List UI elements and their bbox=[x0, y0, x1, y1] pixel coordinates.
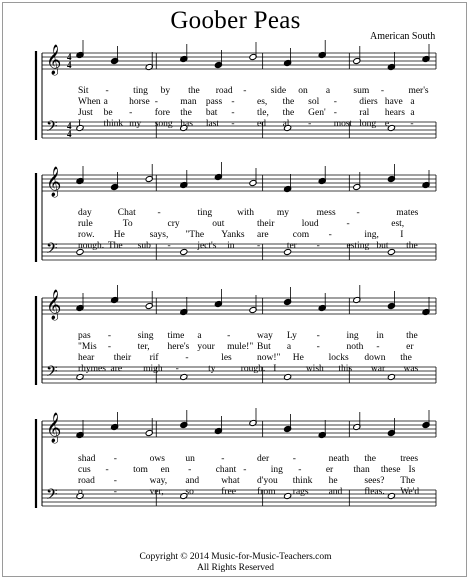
lyric-syllable: - bbox=[113, 487, 117, 497]
lyric-syllable: un bbox=[185, 454, 195, 464]
lyric-syllable: trees bbox=[400, 454, 419, 464]
lyric-syllable: les bbox=[221, 353, 232, 363]
lyric-syllable: - bbox=[154, 97, 158, 107]
lyric-syllable: road bbox=[78, 476, 95, 486]
bass-note bbox=[387, 492, 395, 499]
lyric-syllable: day bbox=[78, 208, 92, 218]
lyric-syllable: so bbox=[185, 487, 194, 497]
lyric-syllable: - bbox=[185, 353, 189, 363]
lyric-syllable: - bbox=[157, 208, 161, 218]
lyric-syllable: ing bbox=[346, 331, 359, 341]
lyric-syllable: - bbox=[167, 241, 171, 251]
lyric-syllable: hear bbox=[78, 353, 95, 363]
lyric-syllable: mess bbox=[316, 208, 336, 218]
lyric-syllable: - bbox=[333, 97, 337, 107]
lyric-syllable: ting bbox=[197, 208, 213, 218]
bass-note bbox=[180, 373, 188, 380]
lyric-syllable: what bbox=[221, 476, 240, 486]
lyric-syllable: tle, bbox=[257, 108, 269, 118]
lyric-syllable: - bbox=[328, 230, 332, 240]
lyric-syllable: long bbox=[359, 119, 377, 129]
lyric-syllable: the bbox=[180, 108, 192, 118]
lyric-syllable: row. bbox=[78, 230, 95, 240]
lyric-syllable: ter bbox=[286, 241, 297, 251]
lyric-syllable: are bbox=[110, 364, 123, 374]
lyric-syllable: loud bbox=[301, 219, 319, 229]
lyric-syllable: he bbox=[328, 476, 338, 486]
bass-note bbox=[180, 248, 188, 255]
lyric-syllable: in bbox=[227, 241, 235, 251]
lyric-syllable: ter, bbox=[137, 342, 150, 352]
lyric-syllable: o bbox=[78, 487, 83, 497]
lyric-syllable: ty bbox=[208, 364, 216, 374]
time-signature-top: 4 bbox=[67, 121, 72, 131]
lyric-syllable: my bbox=[129, 119, 142, 129]
copyright-footer bbox=[0, 552, 471, 574]
bass-note bbox=[387, 373, 395, 380]
lyric-syllable: think bbox=[292, 476, 313, 486]
lyric-syllable: wish bbox=[305, 364, 324, 374]
bass-clef-icon: 𝄢 bbox=[46, 363, 58, 384]
lyric-syllable: sees? bbox=[364, 476, 385, 486]
lyric-syllable: - bbox=[107, 331, 111, 341]
lyric-syllable: - bbox=[333, 108, 337, 118]
lyric-syllable: have bbox=[384, 97, 403, 107]
bass-clef-icon: 𝄢 bbox=[46, 240, 58, 261]
bass-note bbox=[284, 373, 292, 380]
lyric-syllable: The bbox=[400, 476, 415, 486]
lyric-syllable: He bbox=[113, 230, 125, 240]
lyric-syllable: ver, bbox=[149, 487, 164, 497]
lyric-syllable: Gen' bbox=[308, 108, 326, 118]
lyric-syllable: this bbox=[338, 364, 353, 374]
lyric-syllable: the bbox=[406, 241, 418, 251]
bass-note bbox=[284, 492, 292, 499]
lyric-syllable: free bbox=[221, 487, 236, 497]
lyric-syllable: er bbox=[325, 465, 334, 475]
lyric-syllable: a bbox=[197, 331, 202, 341]
lyric-syllable: in bbox=[376, 331, 384, 341]
lyric-syllable: ral bbox=[359, 108, 370, 118]
lyric-syllable: - bbox=[257, 241, 261, 251]
lyric-syllable: We'd bbox=[400, 487, 420, 497]
lyric-syllable: - bbox=[231, 108, 235, 118]
lyric-syllable: and bbox=[185, 476, 200, 486]
lyric-syllable: but bbox=[376, 241, 389, 251]
lyric-syllable: way, bbox=[149, 476, 168, 486]
bass-note bbox=[387, 248, 395, 255]
lyric-syllable: d'you bbox=[257, 476, 278, 486]
lyric-syllable: these bbox=[380, 465, 401, 475]
lyric-syllable: from bbox=[257, 487, 276, 497]
lyric-syllable: - bbox=[113, 454, 117, 464]
lyric-syllable: was bbox=[403, 364, 419, 374]
lyric-syllable: side bbox=[270, 86, 287, 96]
lyric-syllable: - bbox=[356, 208, 360, 218]
lyric-syllable: the bbox=[282, 97, 295, 107]
lyric-syllable: es, bbox=[257, 97, 268, 107]
lyric-syllable: way bbox=[257, 331, 273, 341]
lyric-syllable: migh bbox=[143, 364, 163, 374]
copyright-line: Copyright © 2014 Music-for-Music-Teachers.com bbox=[139, 552, 332, 562]
lyric-syllable: road bbox=[215, 86, 233, 96]
lyric-syllable: my bbox=[276, 208, 290, 218]
lyric-syllable: To bbox=[122, 219, 133, 229]
lyric-syllable: - bbox=[105, 465, 109, 475]
lyric-syllable: their bbox=[257, 219, 275, 229]
lyric-syllable: The bbox=[107, 241, 123, 251]
lyric-syllable: be bbox=[103, 108, 113, 118]
lyric-syllable: on bbox=[298, 86, 308, 96]
lyric-syllable: But bbox=[257, 342, 271, 352]
lyric-syllable: the bbox=[282, 108, 295, 118]
lyric-syllable: a bbox=[325, 86, 331, 96]
lyric-syllable: by bbox=[160, 86, 171, 96]
lyric-syllable: - bbox=[316, 342, 320, 352]
bass-clef-icon: 𝄢 bbox=[46, 486, 58, 507]
lyric-syllable: - bbox=[243, 465, 247, 475]
lyric-syllable: a bbox=[410, 108, 415, 118]
lyric-syllable: mer's bbox=[408, 86, 429, 96]
lyric-syllable: e bbox=[384, 119, 390, 129]
lyric-syllable: - bbox=[107, 342, 111, 352]
lyric-syllable: a bbox=[286, 342, 292, 352]
lyric-syllable: sub bbox=[137, 241, 151, 251]
lyric-syllable: - bbox=[346, 219, 350, 229]
lyric-syllable: mates bbox=[396, 208, 419, 218]
bass-clef-icon: 𝄢 bbox=[46, 118, 58, 139]
lyric-syllable: tom bbox=[133, 465, 148, 475]
lyric-syllable: bat bbox=[205, 108, 218, 118]
treble-clef-icon: 𝄞 bbox=[46, 413, 62, 443]
lyric-syllable: rif bbox=[149, 353, 159, 363]
lyric-syllable: the bbox=[188, 86, 200, 96]
lyric-syllable: He bbox=[292, 353, 304, 363]
lyric-syllable: your bbox=[197, 342, 215, 352]
lyric-syllable: diers bbox=[359, 97, 378, 107]
lyric-syllable: rule bbox=[78, 219, 93, 229]
lyric-syllable: out bbox=[212, 219, 225, 229]
treble-clef-icon: 𝄞 bbox=[46, 290, 62, 320]
lyric-syllable: rags bbox=[292, 487, 309, 497]
lyric-syllable: shad bbox=[78, 454, 96, 464]
lyric-syllable: ing, bbox=[364, 230, 379, 240]
lyric-syllable: ed bbox=[257, 119, 266, 129]
lyric-syllable: esting bbox=[346, 241, 370, 251]
lyric-syllable: last bbox=[205, 119, 220, 129]
lyric-syllable: cus bbox=[78, 465, 91, 475]
lyric-syllable: al bbox=[282, 119, 290, 129]
lyric-syllable: I bbox=[273, 364, 277, 374]
lyric-syllable: - bbox=[129, 108, 133, 118]
lyric-syllable: nough. bbox=[78, 241, 105, 251]
lyric-syllable: here's bbox=[167, 342, 190, 352]
lyric-syllable: I bbox=[78, 119, 82, 129]
song-origin: American South bbox=[370, 31, 436, 42]
lyric-syllable: en bbox=[160, 465, 170, 475]
lyric-syllable: sol bbox=[308, 97, 320, 107]
lyric-syllable: sum bbox=[353, 86, 370, 96]
lyric-syllable: neath bbox=[328, 454, 350, 464]
lyric-syllable: rough. bbox=[240, 364, 266, 374]
lyric-syllable: - bbox=[243, 86, 247, 96]
lyric-syllable: pas bbox=[78, 331, 91, 341]
lyric-syllable: horse bbox=[129, 97, 150, 107]
lyric-syllable: When bbox=[78, 97, 101, 107]
lyric-syllable: ject's bbox=[197, 241, 217, 251]
lyric-syllable: their bbox=[113, 353, 132, 363]
lyric-syllable: think bbox=[103, 119, 124, 129]
lyric-syllable: - bbox=[231, 97, 235, 107]
lyric-syllable: Chat bbox=[117, 208, 136, 218]
lyric-syllable: est, bbox=[391, 219, 405, 229]
time-signature-top: 4 bbox=[67, 52, 72, 62]
lyric-syllable: with bbox=[237, 208, 254, 218]
lyric-syllable: - bbox=[231, 119, 235, 129]
lyric-syllable: "Mis bbox=[78, 342, 97, 352]
lyric-syllable: ting bbox=[133, 86, 148, 96]
time-signature-bottom: 4 bbox=[67, 60, 72, 70]
lyric-syllable: er bbox=[406, 342, 414, 352]
lyric-syllable: locks bbox=[328, 353, 349, 363]
lyric-syllable: the bbox=[400, 353, 412, 363]
lyric-syllable: a bbox=[103, 97, 108, 107]
lyric-syllable: - bbox=[316, 241, 320, 251]
treble-clef-icon: 𝄞 bbox=[46, 45, 62, 75]
lyric-syllable: - bbox=[308, 119, 312, 129]
lyric-syllable: says, bbox=[149, 230, 169, 240]
lyric-syllable: der bbox=[257, 454, 270, 464]
lyric-syllable: than bbox=[353, 465, 370, 475]
lyric-syllable: most bbox=[333, 119, 353, 129]
lyric-syllable: a bbox=[410, 97, 415, 107]
lyric-syllable: time bbox=[167, 331, 185, 341]
lyric-syllable: mule!" bbox=[227, 342, 254, 352]
lyric-syllable: the bbox=[364, 454, 376, 464]
lyric-syllable: Ly bbox=[286, 331, 297, 341]
lyric-syllable: - bbox=[292, 454, 296, 464]
lyric-syllable: down bbox=[364, 353, 386, 363]
lyric-syllable: - bbox=[380, 86, 385, 96]
lyric-syllable: noth bbox=[346, 342, 364, 352]
lyric-syllable: ing bbox=[270, 465, 283, 475]
lyric-syllable: - bbox=[221, 454, 225, 464]
lyric-syllable: - bbox=[113, 476, 117, 486]
lyric-syllable: pass bbox=[205, 97, 223, 107]
lyric-syllable: - bbox=[188, 465, 192, 475]
song-title: Goober Peas bbox=[170, 7, 301, 34]
rights-line: All Rights Reserved bbox=[196, 563, 275, 573]
lyric-syllable: sing bbox=[137, 331, 154, 341]
lyric-syllable: has bbox=[180, 119, 193, 129]
lyric-syllable: - bbox=[105, 86, 109, 96]
lyric-syllable: war bbox=[370, 364, 386, 374]
lyric-syllable: - bbox=[376, 342, 380, 352]
lyric-syllable: song bbox=[154, 119, 173, 129]
lyric-syllable: I bbox=[400, 230, 404, 240]
lyric-syllable: chant bbox=[215, 465, 237, 475]
lyric-syllable: - bbox=[316, 331, 320, 341]
lyric-syllable: - bbox=[227, 331, 231, 341]
lyric-syllable: man bbox=[180, 97, 197, 107]
lyric-syllable: "The bbox=[185, 230, 205, 240]
lyric-syllable: Just bbox=[78, 108, 93, 118]
lyric-syllable: rhymes bbox=[78, 364, 106, 374]
lyric-syllable: - bbox=[175, 364, 179, 374]
lyric-syllable: are bbox=[257, 230, 269, 240]
lyric-syllable: fleas. bbox=[364, 487, 385, 497]
lyric-syllable: Is bbox=[408, 465, 416, 475]
time-signature-bottom: 4 bbox=[67, 129, 72, 139]
lyric-syllable: com bbox=[292, 230, 310, 240]
lyric-syllable: ows bbox=[149, 454, 165, 464]
lyric-syllable: - bbox=[410, 119, 414, 129]
lyric-syllable: now!" bbox=[257, 353, 281, 363]
lyric-syllable: hears bbox=[384, 108, 405, 118]
treble-clef-icon: 𝄞 bbox=[46, 167, 62, 197]
lyric-syllable: cry bbox=[167, 219, 180, 229]
lyric-syllable: the bbox=[406, 331, 418, 341]
lyric-syllable: Yanks bbox=[221, 230, 245, 240]
lyric-syllable: and bbox=[328, 487, 343, 497]
lyric-syllable: Sit bbox=[78, 86, 89, 96]
lyric-syllable: fore bbox=[154, 108, 170, 118]
lyric-syllable: - bbox=[298, 465, 302, 475]
